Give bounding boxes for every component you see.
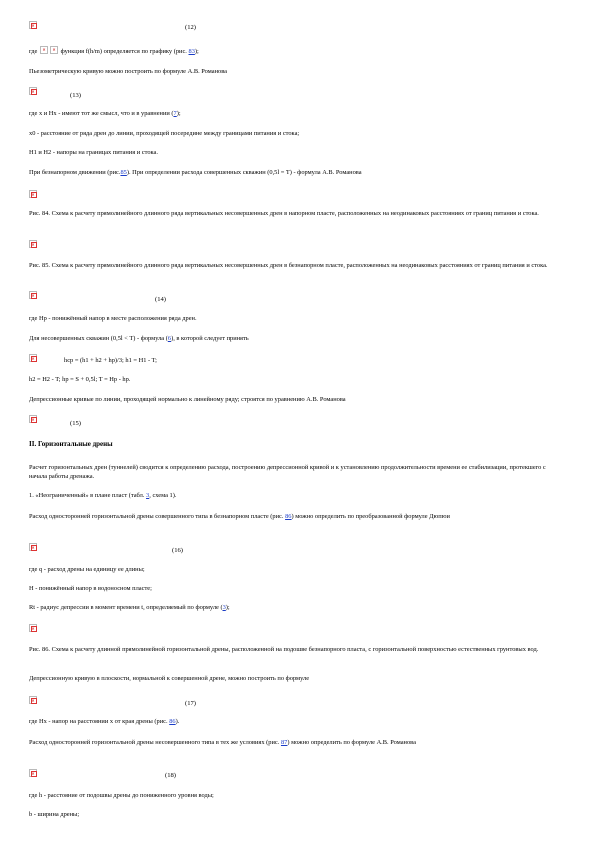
caption-fig-84: Рис. 84. Схема к расчету прямолинейного длинного ряда вертикальных несовершенных дрен в напорном пласте, расположенных на неодинаковых расстояниях от границ питания и стока. <box>29 210 539 217</box>
caption-fig-85: Рис. 85. Схема к расчету прямолинейного длинного ряда вертикальных несовершенных дрен в безнапорном пласте, расположенных на неодинаковых расстояниях от границ питания и стока. <box>29 262 548 269</box>
text-line-nesov: Для несовершенных скважин (0,5l < T) - формула (6), в которой следует принять <box>29 335 249 342</box>
paragraph-calc: Расчет горизонтальных дрен (туннелей) сводится к определению расхода, построению депрессионной кривой и к установлению продолжительности времени ее стабилизации, протекшего с начала работы дренажа. <box>29 464 546 481</box>
formula-image-17 <box>29 696 37 704</box>
formula-image-inline <box>40 46 48 54</box>
formula-image-hcp <box>29 354 37 362</box>
equation-number-15: (15) <box>70 420 81 427</box>
caption-fig-86: Рис. 86. Схема к расчету длинной прямолинейной горизонтальной дрены, расположенной на подошве безнапорного пласта, с горизонтальной поверхностью естественных грунтовых вод. <box>29 646 539 653</box>
formula-image-13 <box>29 87 37 95</box>
figure-image-84 <box>29 190 37 198</box>
formula-h2: h2 = H2 - T; hp = S + 0,5l; T = Hp - hp. <box>29 376 131 383</box>
figure-link-86b[interactable]: 86 <box>169 718 176 725</box>
figure-link-86[interactable]: 86 <box>285 513 292 520</box>
figure-link-85[interactable]: 85 <box>120 169 127 176</box>
figure-link-83[interactable]: 83 <box>188 48 195 55</box>
text-line-h1h2: H1 и H2 - напоры на границах питания и стока. <box>29 149 158 156</box>
section-heading: II. Горизонтальные дрены <box>29 440 113 448</box>
text-line-hx2: где Hx - напор на расстоянии x от края дрены (рис. 86). <box>29 718 180 725</box>
formula-image-12 <box>29 21 37 29</box>
equation-number-12: (12) <box>185 24 196 31</box>
equation-link-3[interactable]: 3 <box>222 604 226 611</box>
equation-number-16: (16) <box>172 547 183 554</box>
text-line-function: где ✕✕ функция f(h/m) определяется по графику (рис. 83); <box>29 46 199 55</box>
equation-number-17: (17) <box>185 700 196 707</box>
equation-number-13: (13) <box>70 92 81 99</box>
formula-image-16 <box>29 543 37 551</box>
equation-link-7[interactable]: 7 <box>173 110 177 117</box>
paragraph-flow: Расход односторонней горизонтальной дрены совершенного типа в безнапорном пласте (рис. 86) можно определить по преобразованной формуле Дюпюи <box>29 513 450 520</box>
text-line-hp: где Hр - понижённый напор в месте расположения ряда дрен. <box>29 315 197 322</box>
text-line-Rt: Rt - радиус депрессии в момент времени t, определяемый по формуле (3); <box>29 604 230 611</box>
formula-image-14 <box>29 291 37 299</box>
equation-number-18: (18) <box>165 772 176 779</box>
text-line-hx: где x и Hx - имеют тот же смысл, что и в уравнении (7); <box>29 110 181 117</box>
text-item-1: 1. «Неограниченный» в плане пласт (табл. 3, схема 1). <box>29 492 177 499</box>
text-line-bez: При безнапорном движении (рис.85). При определении расхода совершенных скважин (0,5l = T) - формула А.В. Романова <box>29 169 362 176</box>
equation-number-14: (14) <box>155 296 166 303</box>
text-line-H: H - понижённый напор в водоносном пласте; <box>29 585 152 592</box>
table-link-3[interactable]: 3 <box>146 492 150 499</box>
formula-image-inline <box>50 46 58 54</box>
text-piezometric: Пьезометрическую кривую можно построить по формуле А.В. Романова <box>29 68 227 75</box>
figure-link-87[interactable]: 87 <box>280 739 288 746</box>
text-line-h: где h - расстояние от подошвы дрены до пониженного уровня воды; <box>29 792 214 799</box>
text-line-b: b - ширина дрены; <box>29 811 80 818</box>
paragraph-flow-2: Расход односторонней горизонтальной дрены несовершенного типа в тех же условиях (рис. 87) можно определить по формуле А.В. Романова <box>29 739 416 746</box>
figure-image-85 <box>29 240 37 248</box>
formula-image-18 <box>29 769 37 777</box>
equation-link-6[interactable]: 6 <box>167 335 172 342</box>
text-line-q: где q - расход дрены на единицу ее длины; <box>29 566 145 573</box>
text-line-depression-2: Депрессионную кривую в плоскости, нормальной к совершенной дрене, можно построить по формуле <box>29 675 310 682</box>
text-line-x0: x0 - расстояние от ряда дрен до линии, проходящей посередине между границами питания и стока; <box>29 130 300 137</box>
formula-hcp: hcp = (h1 + h2 + hp)/3; h1 = H1 - T; <box>64 357 157 364</box>
formula-image-15 <box>29 415 37 423</box>
figure-image-86 <box>29 624 37 632</box>
text-line-depression: Депрессионные кривые по линии, проходящей нормально к линейному ряду; строятся по уравнению А.В. Романова <box>29 396 346 403</box>
